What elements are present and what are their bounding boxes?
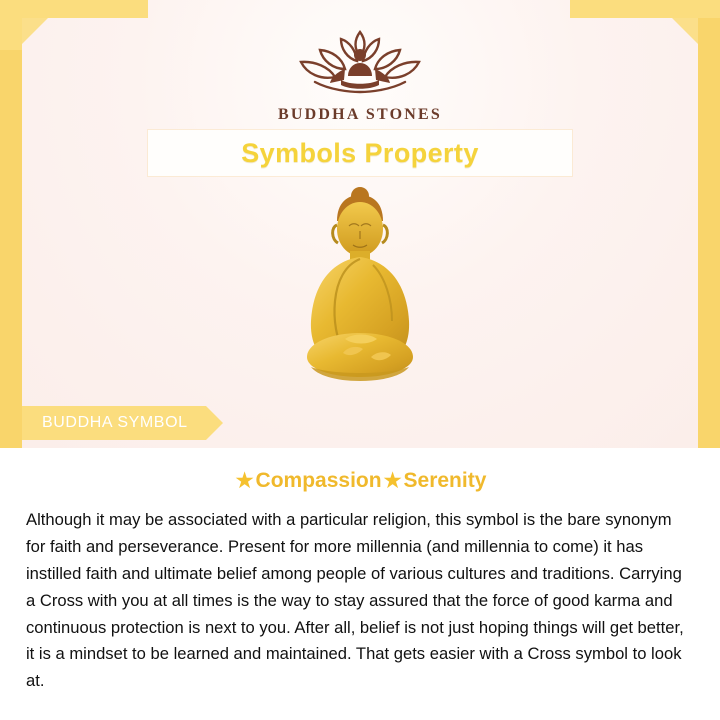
decor-band-top-left <box>22 0 148 18</box>
decor-band-top-right <box>570 0 720 18</box>
buddha-symbol-tag <box>22 406 206 440</box>
ribbon-label: BUDDHA SYMBOL <box>42 414 188 431</box>
subtitle-word-compassion: Compassion <box>255 469 382 492</box>
brand-name: BUDDHA STONES <box>278 106 442 123</box>
buddha-illustration <box>0 178 720 408</box>
subtitle-word-serenity: Serenity <box>403 469 487 492</box>
star-icon-right: ★ <box>383 470 402 492</box>
page-title: Symbols Property <box>241 137 479 168</box>
lotus-meditation-figure-icon <box>0 22 720 100</box>
seated-buddha-icon <box>245 181 475 406</box>
title-banner <box>148 130 572 176</box>
star-icon-left: ★ <box>235 470 254 492</box>
content-body: Although it may be associated with a particular religion, this symbol is the bare synonym for faith and perseverance. Present for more millennia (and millennia to come) it has instilled faith and ultimate belief among people of various cultures and traditions. Carrying a Cross with you at all times is the way to stay assured that the force of good karma and continuous protection is next to you. After all, belief is not just hoping things will get better, it is a mindset to be learned and maintained. That gets easier with a Cross symbol to look at. <box>26 510 684 691</box>
content-panel <box>0 448 720 720</box>
brand-logo <box>0 22 720 124</box>
content-subtitle <box>0 448 720 493</box>
